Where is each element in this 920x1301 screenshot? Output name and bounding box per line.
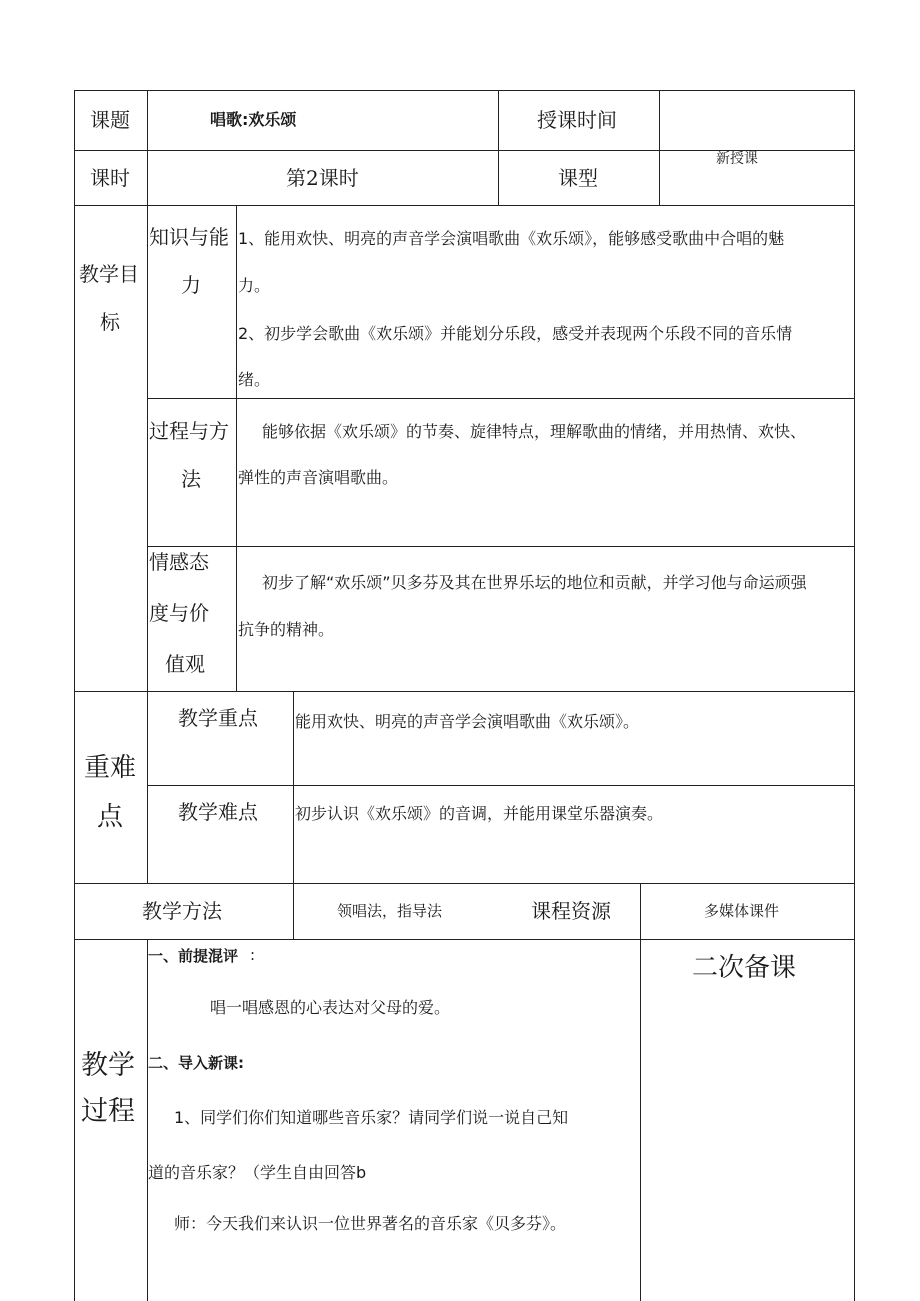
col-divider-keypoints: [147, 691, 148, 883]
knowledge-text-line3: 2、初步学会歌曲《欢乐颂》并能划分乐段，感受并表现两个乐段不同的音乐情: [238, 324, 793, 343]
row-divider-knowledge: [147, 398, 855, 399]
table-border-right: [854, 90, 855, 1301]
difficulty-value: 初步认识《欢乐颂》的音调，并能用课堂乐器演奏。: [295, 804, 664, 823]
table-border-left: [74, 90, 75, 1301]
knowledge-text-line1: 1、能用欢快、明亮的声音学会演唱歌曲《欢乐颂》，能够感受歌曲中合唱的魅: [238, 229, 785, 248]
time-label: 授课时间: [537, 108, 617, 132]
col-divider-resource: [640, 883, 641, 939]
step2-text-line2: 道的音乐家？（学生自由回答b: [148, 1163, 367, 1182]
emotion-label-line1: 情感态: [149, 550, 209, 574]
process-text-line1: 能够依据《欢乐颂》的节奏、旋律特点，理解歌曲的情绪，并用热情、欢快、: [262, 422, 807, 441]
row-divider-period: [74, 205, 855, 206]
step1-text: 唱一唱感恩的心表达对父母的爱。: [210, 998, 451, 1017]
emotion-text-line2: 抗争的精神。: [238, 620, 335, 639]
objectives-label-line1: 教学目: [79, 262, 139, 286]
col-divider-second-prep: [640, 939, 641, 1301]
process-label-line2: 法: [181, 467, 201, 491]
type-value: 新授课: [716, 151, 758, 167]
col-divider-label: [147, 90, 148, 205]
col-divider-value: [498, 90, 499, 205]
emotion-text-line1: 初步了解“欢乐颂”贝多芬及其在世界乐坛的地位和贡献，并学习他与命运顽强: [262, 573, 807, 592]
emotion-label-line2: 度与价: [149, 601, 209, 625]
type-label: 课型: [558, 166, 598, 190]
objectives-label-line2: 标: [100, 310, 120, 334]
topic-label: 课题: [90, 108, 130, 132]
methods-label: 教学方法: [142, 899, 222, 923]
topic-value: 唱歌:欢乐颂: [210, 110, 297, 129]
emotion-label-line3: 值观: [165, 652, 205, 676]
knowledge-text-line2: 力。: [238, 276, 271, 295]
difficulty-label: 教学难点: [178, 800, 258, 824]
col-divider-type: [659, 90, 660, 205]
table-border-top: [74, 90, 855, 91]
process-label-line1: 过程与方: [149, 419, 229, 443]
keypoints-label-line1: 重难: [84, 753, 137, 783]
keypoints-label-line2: 点: [97, 802, 124, 832]
row-divider-process: [147, 546, 855, 547]
step1-colon: :: [250, 946, 256, 964]
row-divider-focus: [147, 785, 855, 786]
knowledge-text-line4: 绪。: [238, 370, 271, 389]
knowledge-label-line2: 力: [181, 273, 201, 297]
row-divider-objectives: [74, 691, 855, 692]
period-value: 第2课时: [286, 166, 359, 190]
process-section-label-line2: 过程: [81, 1096, 135, 1127]
knowledge-label-line1: 知识与能: [149, 225, 229, 249]
resource-label: 课程资源: [531, 899, 611, 923]
col-divider-process: [147, 939, 148, 1301]
step2-text-line3: 师：今天我们来认识一位世界著名的音乐家《贝多芬》。: [174, 1214, 567, 1233]
second-prep-label: 二次备课: [692, 953, 797, 983]
col-divider-keypoint-labels: [293, 691, 294, 939]
process-section-label-line1: 教学: [81, 1050, 135, 1081]
methods-value: 领唱法，指导法: [337, 902, 443, 920]
focus-label: 教学重点: [178, 706, 258, 730]
process-text-line2: 弹性的声音演唱歌曲。: [238, 468, 399, 487]
col-divider-objectives: [147, 205, 148, 691]
row-divider-keypoints: [74, 883, 855, 884]
step2-text-line1: 1、同学们你们知道哪些音乐家？请同学们说一说自己知: [174, 1108, 569, 1127]
resource-value: 多媒体课件: [704, 902, 780, 920]
step2-title: 二、导入新课:: [148, 1054, 244, 1072]
col-divider-subobjectives: [236, 205, 237, 691]
step1-title: 一、前提混评: [148, 947, 239, 965]
focus-value: 能用欢快、明亮的声音学会演唱歌曲《欢乐颂》。: [295, 712, 640, 731]
row-divider-methods: [74, 939, 855, 940]
period-label: 课时: [90, 166, 130, 190]
